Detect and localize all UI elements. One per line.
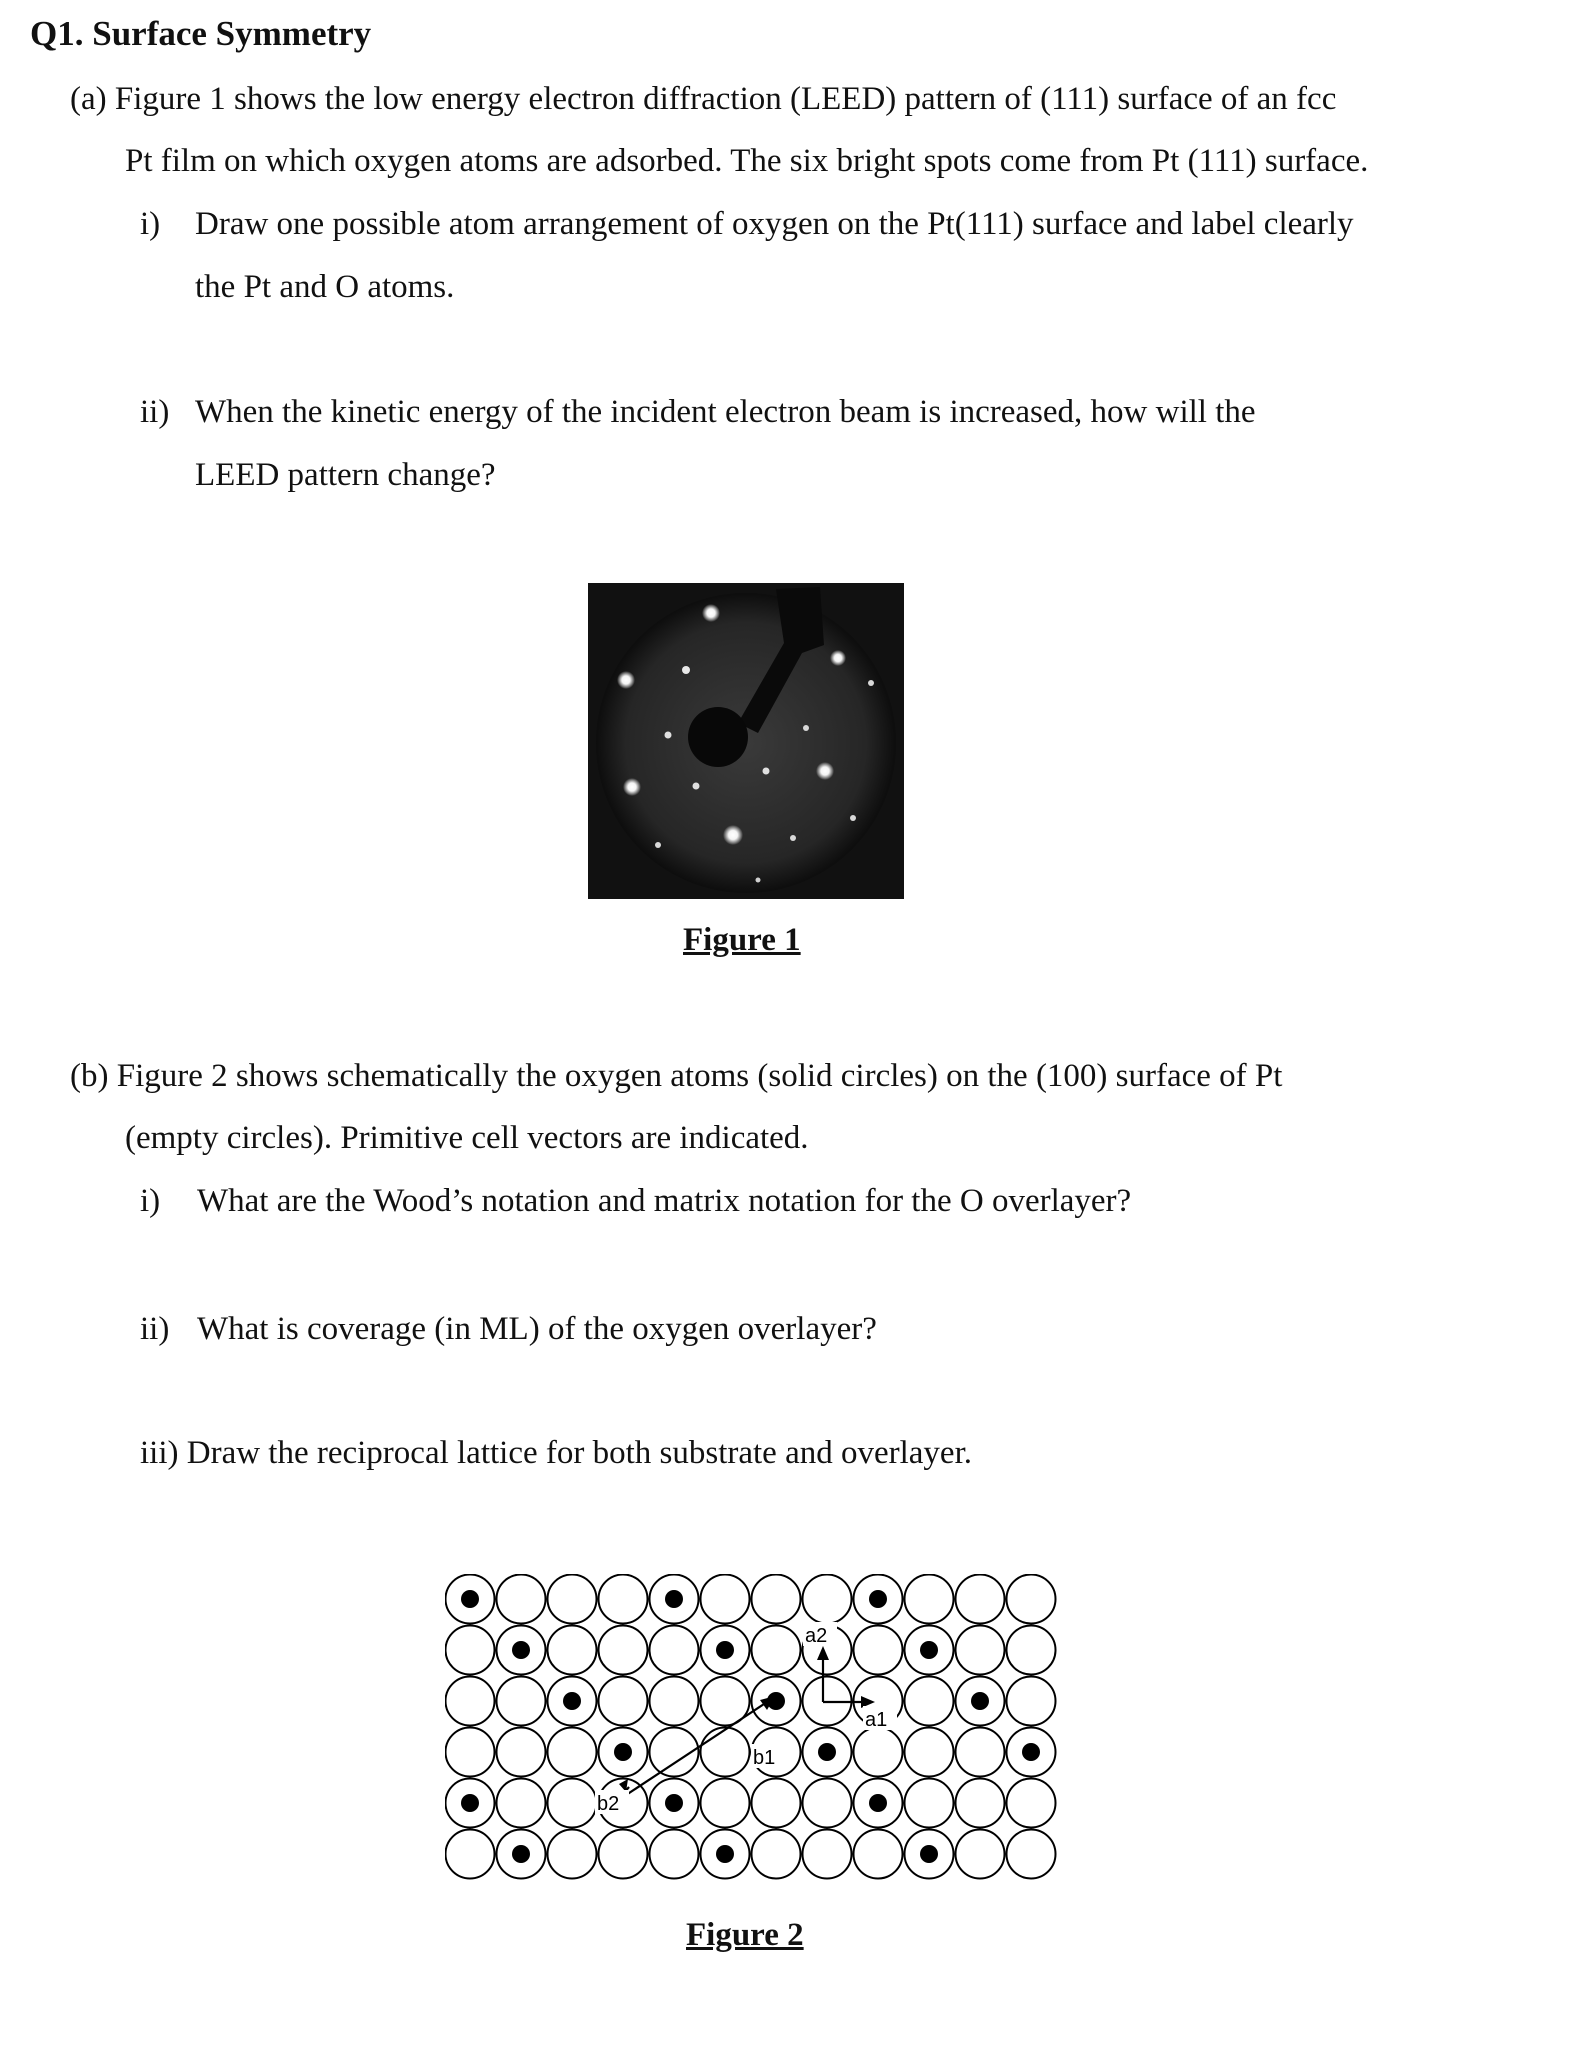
pt-atom <box>701 1728 750 1777</box>
part-a-i-line-1: Draw one possible atom arrangement of oxygen on the Pt(111) surface and label clearly <box>195 206 1354 242</box>
pt100-oxygen-overlayer-diagram <box>445 1574 1065 1889</box>
part-b-i-text: What are the Wood’s notation and matrix notation for the O overlayer? <box>197 1183 1132 1219</box>
oxygen-atom <box>716 1641 734 1659</box>
bright-spot <box>702 604 720 622</box>
figure-2-caption: Figure 2 <box>686 1917 804 1953</box>
pt-atom <box>905 1575 954 1624</box>
faint-spot <box>682 666 690 674</box>
oxygen-atom <box>512 1641 530 1659</box>
part-a-line-1: (a) Figure 1 shows the low energy electron diffraction (LEED) pattern of (111) surface of an fcc <box>70 81 1337 117</box>
bright-spot <box>723 825 743 845</box>
oxygen-atom <box>614 1743 632 1761</box>
question-title: Q1. Surface Symmetry <box>30 14 372 53</box>
pt-atom <box>905 1728 954 1777</box>
a2-label: a2 <box>805 1625 828 1647</box>
pt-atom <box>956 1779 1005 1828</box>
oxygen-atom <box>461 1590 479 1608</box>
figure-1-caption: Figure 1 <box>683 922 801 958</box>
pt-atom <box>1007 1779 1056 1828</box>
pt-atom <box>854 1728 903 1777</box>
faint-spot <box>803 725 809 731</box>
electron-gun-head <box>688 707 748 767</box>
oxygen-atom <box>920 1641 938 1659</box>
part-a-i-label: i) <box>140 206 161 242</box>
pt-atom <box>752 1779 801 1828</box>
pt-atom <box>956 1575 1005 1624</box>
leed-pattern-photo <box>588 583 904 899</box>
pt-atom <box>1007 1575 1056 1624</box>
oxygen-atom <box>461 1794 479 1812</box>
faint-spot <box>655 842 661 848</box>
pt-atom <box>548 1830 597 1879</box>
faint-spot <box>756 878 761 883</box>
oxygen-atom <box>512 1845 530 1863</box>
oxygen-atom <box>869 1590 887 1608</box>
pt-atom <box>854 1830 903 1879</box>
pt-atom <box>599 1626 648 1675</box>
pt-atom <box>548 1779 597 1828</box>
a1-label: a1 <box>865 1709 888 1731</box>
pt-atom <box>752 1830 801 1879</box>
pt-atom <box>497 1575 546 1624</box>
pt-atom <box>1007 1677 1056 1726</box>
bright-spot <box>623 778 641 796</box>
oxygen-atom <box>665 1794 683 1812</box>
part-a-ii-line-1: When the kinetic energy of the incident electron beam is increased, how will the <box>195 394 1256 430</box>
pt-atom <box>701 1575 750 1624</box>
pt-atom <box>650 1677 699 1726</box>
oxygen-atom <box>563 1692 581 1710</box>
oxygen-atom <box>1022 1743 1040 1761</box>
faint-spot <box>763 768 770 775</box>
b2-label: b2 <box>597 1793 620 1815</box>
oxygen-atom <box>920 1845 938 1863</box>
part-b-line-1: (b) Figure 2 shows schematically the oxygen atoms (solid circles) on the (100) surface of Pt <box>70 1058 1283 1094</box>
pt-atom <box>956 1626 1005 1675</box>
faint-spot <box>790 835 796 841</box>
pt-atom <box>599 1575 648 1624</box>
part-b-i-label: i) <box>140 1183 161 1219</box>
pt-atom <box>956 1728 1005 1777</box>
bright-spot <box>617 671 635 689</box>
pt-atom <box>599 1830 648 1879</box>
pt-atom <box>1007 1626 1056 1675</box>
pt-atom <box>701 1779 750 1828</box>
part-a-ii-line-2: LEED pattern change? <box>195 457 496 493</box>
pt-atom <box>905 1779 954 1828</box>
pt-atom <box>497 1728 546 1777</box>
pt-atom <box>548 1575 597 1624</box>
pt-atom <box>548 1728 597 1777</box>
part-a-ii-label: ii) <box>140 394 170 430</box>
part-b-line-2: (empty circles). Primitive cell vectors are indicated. <box>125 1120 809 1156</box>
pt-atom <box>548 1626 597 1675</box>
oxygen-atom <box>971 1692 989 1710</box>
pt-atom <box>497 1779 546 1828</box>
pt-atom <box>650 1626 699 1675</box>
part-b-ii-label: ii) <box>140 1311 170 1347</box>
faint-spot <box>693 783 700 790</box>
pt-atom-grid <box>446 1575 1056 1879</box>
faint-spot <box>665 732 672 739</box>
pt-atom <box>446 1728 495 1777</box>
part-a-line-2: Pt film on which oxygen atoms are adsorbed. The six bright spots come from Pt (111) surface. <box>125 143 1369 179</box>
part-a-i-line-2: the Pt and O atoms. <box>195 269 455 305</box>
pt-atom <box>854 1626 903 1675</box>
pt-atom <box>803 1830 852 1879</box>
pt-atom <box>803 1575 852 1624</box>
oxygen-atom <box>665 1590 683 1608</box>
faint-spot <box>868 680 874 686</box>
oxygen-atom <box>818 1743 836 1761</box>
faint-spot <box>850 815 856 821</box>
pt-atom <box>446 1830 495 1879</box>
pt-atom <box>752 1626 801 1675</box>
part-b-ii-text: What is coverage (in ML) of the oxygen overlayer? <box>197 1311 877 1347</box>
bright-spot <box>816 762 834 780</box>
bright-spot <box>830 650 846 666</box>
oxygen-atom <box>869 1794 887 1812</box>
pt-atom <box>1007 1830 1056 1879</box>
pt-atom <box>905 1677 954 1726</box>
pt-atom <box>599 1677 648 1726</box>
oxygen-atom <box>716 1845 734 1863</box>
pt-atom <box>752 1575 801 1624</box>
part-b-iii-text: iii) Draw the reciprocal lattice for both substrate and overlayer. <box>140 1435 972 1471</box>
pt-atom <box>446 1677 495 1726</box>
pt-atom <box>497 1677 546 1726</box>
pt-atom <box>446 1626 495 1675</box>
pt-atom <box>956 1830 1005 1879</box>
pt-atom <box>803 1779 852 1828</box>
pt-atom <box>650 1830 699 1879</box>
b1-label: b1 <box>753 1747 776 1769</box>
oxygen-atoms <box>461 1590 1040 1863</box>
